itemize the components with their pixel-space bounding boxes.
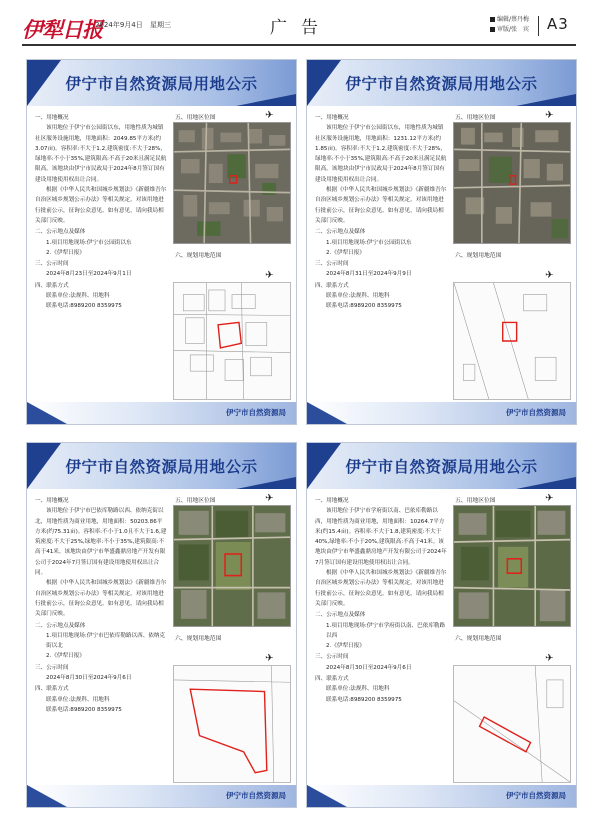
- notice-paragraph: 四、联系方式: [315, 282, 349, 289]
- notice-body: [35, 112, 167, 312]
- newspaper-logo: 伊犁日报: [22, 17, 102, 42]
- panel-title: 伊宁市自然资源局用地公示: [65, 457, 258, 476]
- reviewer-name: 审版/张 宾: [497, 26, 530, 33]
- notice-paragraph: 联系单位:法规科、用地科: [326, 293, 390, 300]
- notice-paragraph: 二、公示地点及媒体: [35, 622, 86, 629]
- notice-paragraph: 1.项目用地现场:伊宁市公园街以东: [46, 239, 132, 246]
- notice-paragraph: 2024年8月31日至2024年9月9日: [326, 271, 412, 278]
- issuing-organization: 伊宁市自然资源局: [226, 791, 286, 800]
- notice-paragraph: 一、用地概况: [35, 115, 69, 121]
- notice-paragraph: 二、公示地点及媒体: [315, 612, 366, 619]
- notice-paragraph: 四、联系方式: [35, 282, 69, 289]
- panel-header: [27, 60, 296, 106]
- editor-credits: [490, 15, 529, 35]
- planning-range-label: 六、规划用地范围: [175, 636, 222, 642]
- bullet-square-icon: [490, 17, 495, 22]
- north-arrow-icon: ✈: [265, 270, 274, 281]
- page-number: A3: [547, 15, 569, 33]
- planning-boundary-map: [453, 665, 571, 783]
- notice-paragraph: 根据《中华人民共和国城乡规划法》《新疆维吾尔自治区城乡规划公示办法》等相关规定，对该用地进行批前公示，征询公众意见。如有意见，请向我局相关部门反映。: [315, 187, 447, 224]
- notice-paragraph: 2024年8月23日至2024年9月1日: [46, 271, 132, 278]
- panel-footer: [307, 785, 576, 807]
- notice-paragraph: 联系电话:8989200 8359975: [326, 303, 402, 310]
- section-title: 广告: [270, 18, 332, 38]
- issuing-organization: 伊宁市自然资源局: [226, 408, 286, 417]
- location-satellite-map: [453, 122, 571, 244]
- notice-paragraph: 2.《伊犁日报》: [326, 643, 365, 650]
- notice-paragraph: 该用地位于伊宁市公园街以东，用地性质为城镇社区服务设施用地，用地面积：2049.85平方米(约3.07亩)。容积率:不大于1.2,建筑密度:不大于28%,绿地率:不小于35%,建筑限高:不高于20米且满足民航限高。该地块由伊宁市民政局于2024年8月签订国有建设用地使用权出让合同。: [35, 125, 167, 183]
- location-satellite-map: [173, 505, 291, 627]
- panel-header: [307, 443, 576, 489]
- north-arrow-icon: ✈: [545, 493, 554, 504]
- issuing-organization: 伊宁市自然资源局: [506, 791, 566, 800]
- location-map-label: 五、用地区位图: [175, 498, 216, 504]
- notice-panel-4: [306, 442, 577, 808]
- location-map-label: 五、用地区位图: [175, 115, 216, 121]
- masthead: [0, 0, 598, 50]
- notice-paragraph: 联系电话:8989200 8359975: [46, 706, 122, 713]
- bullet-square-icon: [490, 27, 495, 32]
- notice-paragraph: 联系单位:法规科、用地科: [326, 686, 390, 693]
- location-map-label: 五、用地区位图: [455, 498, 496, 504]
- notice-paragraph: 联系单位:法规科、用地科: [46, 293, 110, 300]
- north-arrow-icon: ✈: [265, 493, 274, 504]
- divider: [538, 16, 539, 36]
- north-arrow-icon: ✈: [545, 110, 554, 121]
- panel-title: 伊宁市自然资源局用地公示: [345, 457, 538, 476]
- notice-paragraph: 该用地位于伊宁市巴依库勒路以西、依纳克街以北，用地性质为商业用地，用地面积：50203.86平方米(约75.31亩)。容积率:不小于1.0且不大于1.6,建筑密度:不大于25%,绿地率:不小于35%,建筑限高:不高于41米。该地块由伊宁市华盛鑫鼎房地产开发有限公司于2024年7月签订国有建设用地使用权出让合同。: [35, 508, 167, 577]
- notice-paragraph: 该用地位于伊宁市公园街以东，用地性质为城镇社区服务设施用地，用地面积：1231.12平方米(约1.85亩)。容积率:不大于1.2,建筑密度:不大于28%,绿地率:不小于35%,建筑限高:不高于20米且满足民航限高。该地块由伊宁市民政局于2024年8月签订国有建设用地使用权出让合同。: [315, 125, 447, 183]
- publication-weekday: 星期三: [150, 21, 171, 29]
- notice-paragraph: 2.《伊犁日报》: [326, 249, 365, 256]
- panel-title: 伊宁市自然资源局用地公示: [65, 74, 258, 93]
- planning-boundary-map: [173, 282, 291, 400]
- north-arrow-icon: ✈: [265, 653, 274, 664]
- notice-body: [315, 112, 447, 312]
- notice-panel-3: [26, 442, 297, 808]
- panel-footer: [27, 402, 296, 424]
- notice-paragraph: 三、公示时间: [35, 261, 69, 268]
- notice-panel-1: [26, 59, 297, 425]
- notice-paragraph: 一、用地概况: [315, 115, 349, 121]
- notice-paragraph: 二、公示地点及媒体: [35, 229, 86, 236]
- notice-paragraph: 2.《伊犁日报》: [46, 249, 85, 256]
- notice-paragraph: 1.项目用地现场:伊宁市公园街以东: [326, 239, 412, 246]
- notice-panel-2: [306, 59, 577, 425]
- planning-range-label: 六、规划用地范围: [455, 636, 502, 642]
- notice-paragraph: 一、用地概况: [315, 498, 349, 504]
- planning-boundary-map: [173, 665, 291, 783]
- notice-paragraph: 联系电话:8989200 8359975: [46, 303, 122, 310]
- location-satellite-map: [453, 505, 571, 627]
- notice-paragraph: 二、公示地点及媒体: [315, 229, 366, 236]
- planning-range-label: 六、规划用地范围: [175, 253, 222, 259]
- panel-header: [307, 60, 576, 106]
- notice-paragraph: 联系电话:8989200 8359975: [326, 696, 402, 703]
- notice-body: [315, 495, 447, 705]
- location-satellite-map: [173, 122, 291, 244]
- north-arrow-icon: ✈: [545, 653, 554, 664]
- planning-boundary-map: [453, 282, 571, 400]
- north-arrow-icon: ✈: [545, 270, 554, 281]
- notice-paragraph: 三、公示时间: [315, 654, 349, 661]
- notice-paragraph: 根据《中华人民共和国城乡规划法》《新疆维吾尔自治区城乡规划公示办法》等相关规定，对该用地进行批前公示，征询公众意见。如有意见，请向我局相关部门反映。: [35, 187, 167, 224]
- notice-paragraph: 四、联系方式: [35, 686, 69, 693]
- notice-paragraph: 2.《伊犁日报》: [46, 653, 85, 660]
- notice-paragraph: 四、联系方式: [315, 676, 349, 683]
- notice-paragraph: 1.项目用地现场:伊宁市学府街以南、巴依库勒路以西: [326, 622, 446, 639]
- notice-paragraph: 2024年8月30日至2024年9月6日: [46, 675, 132, 682]
- notice-body: [35, 495, 167, 715]
- editor-name: 编辑/蔡丹梅: [497, 16, 530, 23]
- panel-header: [27, 443, 296, 489]
- planning-range-label: 六、规划用地范围: [455, 253, 502, 259]
- north-arrow-icon: ✈: [265, 110, 274, 121]
- header-rule: [22, 44, 576, 46]
- notice-paragraph: 根据《中华人民共和国城乡规划法》《新疆维吾尔自治区城乡规划公示办法》等相关规定，对该用地进行批前公示，征询公众意见。如有意见，请向我局相关部门反映。: [35, 580, 167, 618]
- notice-paragraph: 2024年8月30日至2024年9月6日: [326, 664, 412, 671]
- notice-paragraph: 三、公示时间: [35, 664, 69, 671]
- notice-paragraph: 三、公示时间: [315, 261, 349, 268]
- notice-paragraph: 根据《中华人民共和国城乡规划法》《新疆维吾尔自治区城乡规划公示办法》等相关规定，对该用地进行批前公示，征询公众意见。如有意见，请向我局相关部门反映。: [315, 570, 447, 607]
- panel-title: 伊宁市自然资源局用地公示: [345, 74, 538, 93]
- issuing-organization: 伊宁市自然资源局: [506, 408, 566, 417]
- panel-footer: [27, 785, 296, 807]
- panel-footer: [307, 402, 576, 424]
- publication-date: 2024年9月4日: [95, 21, 143, 29]
- location-map-label: 五、用地区位图: [455, 115, 496, 121]
- notice-paragraph: 1.项目用地现场:伊宁市巴依库勒路以西、依纳克街以北: [46, 632, 166, 650]
- notice-paragraph: 该用地位于伊宁市学府街以南、巴依库勒路以西，用地性质为商业用地，用地面积：10264.7平方米(约15.4亩)。容积率:不大于1.8,建筑密度:不大于40%,绿地率:不小于20%,建筑限高:不高于41米。该地块由伊宁市华盛鑫鼎房地产开发有限公司于2024年7月签订国有建设用地使用权出让合同。: [315, 508, 447, 566]
- notice-paragraph: 联系单位:法规科、用地科: [46, 696, 110, 703]
- notice-paragraph: 一、用地概况: [35, 498, 69, 504]
